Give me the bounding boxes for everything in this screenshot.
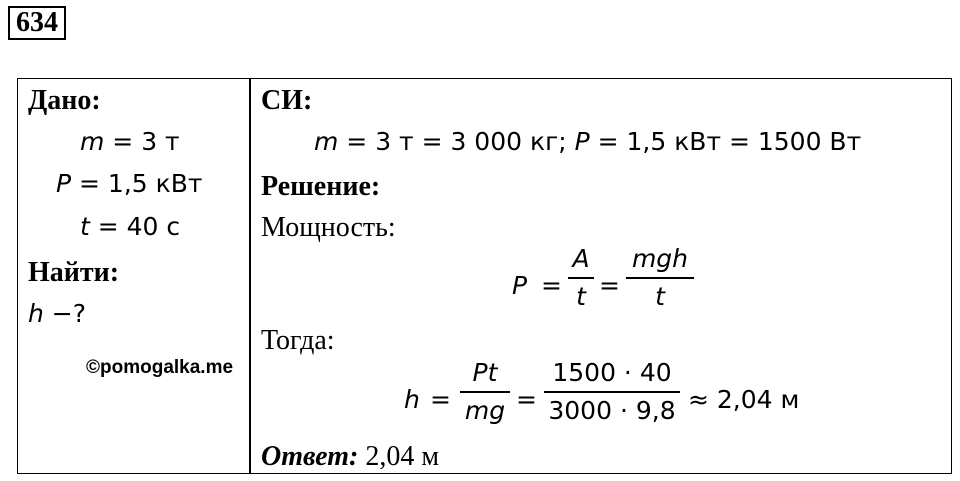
- given-time-var: t: [80, 212, 90, 241]
- answer-label: Ответ:: [261, 441, 359, 472]
- solution-heading: Решение:: [261, 171, 381, 202]
- given-mass: [80, 127, 180, 156]
- find-var: h: [28, 299, 44, 328]
- h-fraction-1-bar: [460, 391, 510, 393]
- power-fraction-1-bar: [568, 277, 594, 279]
- h-fraction-2-den: 3000 · 9,8: [548, 395, 676, 425]
- power-formula-eq1: =: [541, 271, 562, 300]
- find-value: [28, 299, 86, 328]
- given-time: [80, 212, 180, 241]
- column-divider: [249, 79, 251, 473]
- answer-value: 2,04 м: [358, 441, 440, 472]
- power-fraction-1-den: t: [576, 281, 586, 311]
- given-heading: Дано:: [28, 85, 101, 116]
- given-power-var: P: [56, 169, 72, 198]
- power-fraction-2-bar: [626, 277, 694, 279]
- given-mass-value: = 3 т: [104, 127, 180, 156]
- power-formula-lhs: P: [512, 271, 528, 300]
- find-rest: −?: [43, 299, 87, 328]
- given-mass-var: m: [80, 127, 105, 156]
- si-power-var: P: [574, 127, 590, 156]
- power-formula-eq2: =: [599, 271, 620, 300]
- watermark: ©pomogalka.me: [86, 357, 234, 378]
- si-conversion: [314, 127, 861, 156]
- answer: [261, 441, 439, 473]
- power-fraction-2: [626, 243, 694, 313]
- given-power: [56, 169, 202, 198]
- then-label: Тогда:: [261, 325, 335, 356]
- si-heading: СИ:: [261, 85, 313, 116]
- h-fraction-2-num: 1500 · 40: [552, 358, 672, 387]
- power-fraction-2-num: mgh: [631, 244, 689, 273]
- power-fraction-1: [568, 243, 594, 313]
- si-mass-rest: = 3 т = 3 000 кг;: [338, 127, 575, 156]
- si-power-rest: = 1,5 кВт = 1500 Вт: [589, 127, 862, 156]
- h-formula-result: ≈ 2,04 м: [688, 385, 800, 414]
- power-fraction-1-num: A: [572, 244, 590, 273]
- si-mass-var: m: [314, 127, 339, 156]
- power-label: Мощность:: [261, 212, 396, 243]
- solution-table: [17, 78, 952, 474]
- h-fraction-1: [460, 357, 510, 427]
- h-fraction-1-den: mg: [464, 395, 506, 425]
- h-formula-eq2: =: [516, 385, 537, 414]
- given-time-value: = 40 с: [89, 212, 181, 241]
- h-fraction-1-num: Pt: [472, 358, 498, 387]
- h-formula-eq1: =: [430, 385, 451, 414]
- problem-number: 634: [8, 6, 66, 40]
- power-fraction-2-den: t: [655, 281, 665, 311]
- h-formula-lhs: h: [404, 385, 420, 414]
- given-power-value: = 1,5 кВт: [71, 169, 203, 198]
- h-fraction-2: [544, 357, 680, 427]
- h-fraction-2-bar: [544, 391, 680, 393]
- find-heading: Найти:: [28, 257, 120, 288]
